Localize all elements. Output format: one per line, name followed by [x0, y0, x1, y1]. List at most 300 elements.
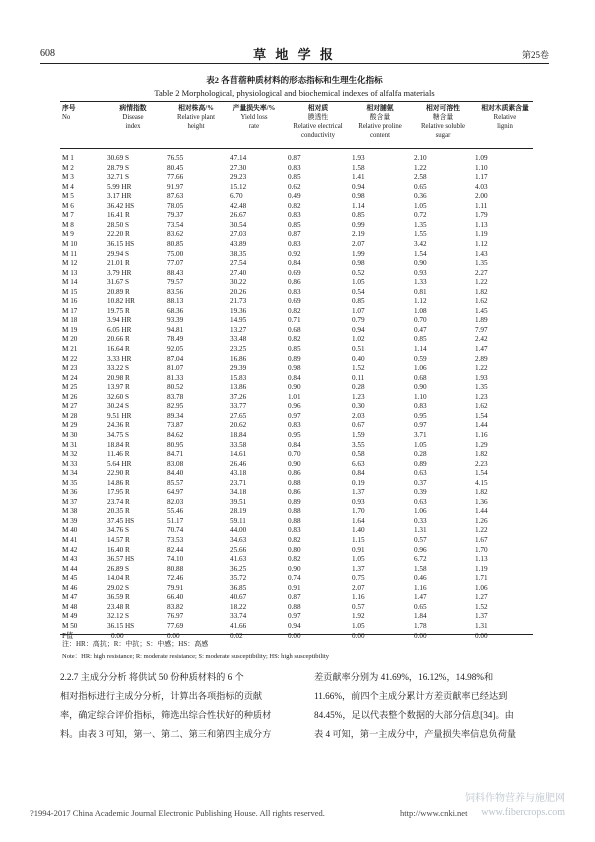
table-cell: 1.19	[475, 564, 488, 573]
table-cell: 83.82	[167, 602, 184, 611]
table-header-text: 相对株高/%	[178, 105, 214, 112]
table-cell: 0.92	[288, 249, 301, 258]
table-cell: 14.61	[230, 450, 247, 459]
table-cell: 36.15 HS	[107, 239, 135, 248]
table-cell: 1.44	[475, 421, 488, 430]
table-cell: 1.70	[352, 507, 365, 516]
table-cell: 93.39	[167, 316, 184, 325]
table-header-cell	[408, 104, 478, 140]
table-cell: 1.05	[352, 555, 365, 564]
table-header-text: sugar	[435, 132, 451, 139]
table-cell: 84.71	[167, 450, 184, 459]
table-cell: 3.79 HR	[107, 268, 132, 277]
table-cell: 31.67 S	[107, 278, 129, 287]
table-cell: 79.91	[167, 583, 184, 592]
table-cell: 3.17 HR	[107, 192, 132, 201]
table-cell: 74.10	[167, 555, 184, 564]
table-cell: 1.19	[475, 230, 488, 239]
table-cell: 32.71 S	[107, 173, 129, 182]
body-line: 率，确定综合评价指标，筛选出综合性状好的种质材	[60, 710, 272, 720]
table-cell: 1.05	[352, 621, 365, 630]
table-cell: 0.69	[288, 268, 301, 277]
table-cell: 1.52	[475, 602, 488, 611]
table-cell: 0.47	[414, 325, 427, 334]
table-cell: 1.64	[352, 516, 365, 525]
table-cell: 34.75 S	[107, 430, 129, 439]
table-cell: 1.37	[475, 612, 488, 621]
table-cell: 33.74	[230, 612, 247, 621]
table-cell: 32.60 S	[107, 392, 129, 401]
table-cell: 0.86	[288, 278, 301, 287]
table-cell: M 24	[62, 373, 78, 382]
table-cell: 28.19	[230, 507, 247, 516]
table-cell: 0.90	[288, 383, 301, 392]
table-cell: 1.26	[475, 516, 488, 525]
table-caption-cn: 表2 各苜蓿种质材料的形态指标和生理生化指标	[206, 75, 383, 85]
table-cell: 0.52	[352, 268, 365, 277]
table-cell: 1.40	[352, 526, 365, 535]
table-header-cell	[224, 104, 284, 131]
table-cell: 1.55	[414, 230, 427, 239]
table-cell: 80.95	[167, 440, 184, 449]
table-cell: M 13	[62, 268, 78, 277]
table-cell: 1.06	[475, 583, 488, 592]
table-cell: 1.22	[475, 278, 488, 287]
table-cell: 0.80	[288, 545, 301, 554]
table-cell: 1.15	[352, 536, 365, 544]
watermark-url: www.fibercrops.com	[481, 807, 565, 818]
table-cell: 44.00	[230, 526, 247, 535]
table-header-text: index	[125, 123, 141, 130]
table-cell: 73.87	[167, 421, 184, 430]
table-cell: 0.70	[414, 316, 427, 325]
table-cell: 1.71	[475, 574, 488, 583]
table-cell: 1.59	[352, 430, 365, 439]
table-header-rule	[60, 148, 533, 149]
table-header-text: 膜透性	[307, 114, 329, 121]
table-cell: 39.51	[230, 497, 247, 506]
table-cell: 37.26	[230, 392, 247, 401]
table-cell: M 6	[62, 201, 74, 210]
table-cell: 19.36	[230, 306, 247, 315]
table-cell: 22.20 R	[107, 230, 130, 239]
table-cell: M 49	[62, 612, 78, 621]
table-cell: 0.89	[288, 497, 301, 506]
table-cell: 0.00	[414, 631, 427, 640]
table-cell: 0.85	[288, 220, 301, 229]
table-cell: 0.83	[288, 211, 301, 220]
table-cell: 38.35	[230, 249, 247, 258]
table-cell: M 50	[62, 621, 78, 630]
table-cell: 77.07	[167, 259, 184, 268]
table-cell: M 4	[62, 182, 74, 191]
table-cell: 1.12	[414, 297, 427, 306]
table-cell: 1.37	[352, 488, 365, 497]
table-top-rule	[60, 101, 533, 102]
table-cell: 36.85	[230, 583, 247, 592]
table-cell: 0.54	[352, 287, 365, 296]
table-cell: 6.70	[230, 192, 243, 201]
table-cell: 0.84	[288, 440, 301, 449]
table-cell: 0.85	[352, 297, 365, 306]
table-header-text: Disease	[122, 114, 144, 121]
table-cell: 84.40	[167, 469, 184, 478]
body-column-right	[314, 668, 516, 744]
table-cell: 0.85	[288, 345, 301, 353]
table-header-text: lignin	[497, 123, 513, 130]
table-cell: 81.07	[167, 364, 184, 373]
table-cell: 5.64 HR	[107, 459, 132, 468]
table-cell: M 48	[62, 602, 78, 611]
table-cell: 33.58	[230, 440, 247, 449]
table-cell: 28.79 S	[107, 163, 129, 172]
table-cell: 14.86 R	[107, 478, 130, 487]
table-cell: 0.79	[352, 316, 365, 325]
table-cell: M 45	[62, 574, 78, 583]
table-cell: 0.57	[414, 536, 427, 544]
table-cell: 1.82	[475, 287, 488, 296]
table-cell: 0.84	[288, 373, 301, 382]
table-cell: M 23	[62, 364, 78, 373]
table-cell: 1.35	[475, 383, 488, 392]
table-cell: M 17	[62, 306, 78, 315]
table-cell: M 41	[62, 536, 78, 544]
table-cell: 0.87	[288, 593, 301, 602]
table-header-text: 产量损失率/%	[232, 105, 276, 112]
table-cell: 16.40 R	[107, 545, 130, 554]
table-cell: 0.46	[414, 574, 427, 583]
table-cell: 0.88	[288, 478, 301, 487]
table-cell: 1.47	[414, 593, 427, 602]
table-cell: 1.10	[414, 392, 427, 401]
table-cell: 80.52	[167, 383, 184, 392]
table-cell: 0.68	[414, 373, 427, 382]
table-cell: 80.88	[167, 564, 184, 573]
table-cell: 0.83	[288, 239, 301, 248]
table-cell: M 32	[62, 450, 78, 459]
table-cell: 78.05	[167, 201, 184, 210]
table-cell: 3.94 HR	[107, 316, 132, 325]
table-cell: 29.94 S	[107, 249, 129, 258]
table-cell: 1.67	[475, 536, 488, 544]
table-header-text: Relative	[493, 114, 517, 121]
table-cell: 33.48	[230, 335, 247, 344]
table-cell: 1.37	[352, 564, 365, 573]
table-cell: 1.93	[352, 154, 365, 162]
table-cell: 92.05	[167, 345, 184, 353]
table-cell: 4.03	[475, 182, 488, 191]
table-cell: 41.66	[230, 621, 247, 630]
table-cell: 2.42	[475, 335, 488, 344]
table-cell: M 15	[62, 287, 78, 296]
table-cell: 0.91	[288, 583, 301, 592]
table-cell: 30.54	[230, 220, 247, 229]
table-cell: 0.71	[288, 316, 301, 325]
table-cell: 1.01	[288, 392, 301, 401]
table-header-cell	[101, 104, 165, 131]
table-cell: 1.99	[352, 249, 365, 258]
table-cell: 9.51 HR	[107, 411, 132, 420]
table-cell: 32.12 S	[107, 612, 129, 621]
table-cell: 26.67	[230, 211, 247, 220]
table-cell: M 26	[62, 392, 78, 401]
table-cell: 83.62	[167, 230, 184, 239]
table-cell: 1.17	[475, 173, 488, 182]
table-cell: M 28	[62, 411, 78, 420]
table-cell: 3.71	[414, 430, 427, 439]
table-cell: 18.22	[230, 602, 247, 611]
table-cell: 1.13	[475, 555, 488, 564]
table-cell: 1.89	[475, 316, 488, 325]
table-cell: 1.43	[475, 249, 488, 258]
table-header-cell	[469, 104, 541, 131]
table-cell: 16.41 R	[107, 211, 130, 220]
table-header-text: Relative plant	[177, 114, 215, 121]
table-cell: 0.86	[288, 488, 301, 497]
table-cell: 1.05	[352, 278, 365, 287]
table-cell: 55.46	[167, 507, 184, 516]
table-cell: 77.66	[167, 173, 184, 182]
body-line: 差贡献率分别为 41.69%，16.12%，14.98%和	[314, 672, 494, 682]
table-cell: 91.97	[167, 182, 184, 191]
table-header-cell	[161, 104, 231, 131]
copyright-footer: ?1994-2017 China Academic Journal Electronic Publishing House. All rights reserved.	[30, 808, 325, 818]
table-cell: 0.74	[288, 574, 301, 583]
table-cell: 23.25	[230, 345, 247, 353]
table-cell: 0.19	[352, 478, 365, 487]
table-cell: 23.74 R	[107, 497, 130, 506]
table-cell: 1.22	[475, 364, 488, 373]
table-cell: 0.94	[288, 621, 301, 630]
table-cell: 82.03	[167, 497, 184, 506]
table-cell: 87.63	[167, 192, 184, 201]
table-cell: 1.07	[352, 306, 365, 315]
table-cell: M 19	[62, 325, 78, 334]
table-header-text: 相对脯氨	[366, 105, 394, 112]
table-cell: M 34	[62, 469, 78, 478]
table-cell: 20.35 R	[107, 507, 130, 516]
table-cell: M 11	[62, 249, 78, 258]
table-cell: 18.84 R	[107, 440, 130, 449]
table-cell: M 42	[62, 545, 78, 554]
table-cell: 15.12	[230, 182, 247, 191]
table-cell: 80.85	[167, 239, 184, 248]
table-cell: 1.82	[475, 450, 488, 459]
table-cell: 0.89	[288, 354, 301, 363]
table-header-cell	[282, 104, 354, 140]
table-caption-en: Table 2 Morphological, physiological and biochemical indexes of alfalfa materials	[154, 88, 435, 98]
table-cell: 0.96	[414, 545, 427, 554]
running-header	[40, 44, 549, 62]
table-cell: 0.98	[352, 192, 365, 201]
table-cell: 20.89 R	[107, 287, 130, 296]
table-cell: 1.47	[475, 345, 488, 353]
table-cell: M 47	[62, 593, 78, 602]
table-cell: 2.19	[352, 230, 365, 239]
table-cell: 0.89	[414, 459, 427, 468]
table-cell: 27.40	[230, 268, 247, 277]
table-cell: 36.42 HS	[107, 201, 135, 210]
table-cell: 1.93	[475, 373, 488, 382]
table-cell: 16.86	[230, 354, 247, 363]
table-cell: 0.62	[288, 182, 301, 191]
table-cell: 0.90	[288, 564, 301, 573]
table-cell: 16.64 R	[107, 345, 130, 353]
table-cell: 1.16	[475, 430, 488, 439]
table-header-text: No	[62, 114, 71, 121]
table-cell: 83.08	[167, 459, 184, 468]
table-cell: 26.89 S	[107, 564, 129, 573]
table-cell: 1.58	[352, 163, 365, 172]
table-cell: 77.69	[167, 621, 184, 630]
table-cell: 14.95	[230, 316, 247, 325]
table-cell: M 36	[62, 488, 78, 497]
table-cell: 1.22	[475, 526, 488, 535]
table-cell: 29.02 S	[107, 583, 129, 592]
table-cell: 0.97	[288, 411, 301, 420]
table-cell: 27.54	[230, 259, 247, 268]
table-cell: 1.58	[414, 564, 427, 573]
table-cell: 22.90 R	[107, 469, 130, 478]
table-cell: M 33	[62, 459, 78, 468]
table-cell: 1.35	[475, 259, 488, 268]
table-cell: 0.90	[288, 459, 301, 468]
table-cell: 1.27	[475, 593, 488, 602]
table-cell: 0.82	[288, 335, 301, 344]
table-cell: 76.97	[167, 612, 184, 621]
table-header-text: 序号	[62, 105, 76, 112]
table-cell: M 31	[62, 440, 78, 449]
table-cell: 36.59 R	[107, 593, 130, 602]
table-cell: 0.63	[414, 469, 427, 478]
table-cell: M 44	[62, 564, 78, 573]
table-cell: 0.83	[288, 526, 301, 535]
table-cell: 0.82	[288, 306, 301, 315]
table-cell: 0.87	[288, 230, 301, 239]
table-cell: 2.03	[352, 411, 365, 420]
table-cell: 24.36 R	[107, 421, 130, 430]
table-cell: 51.17	[167, 516, 184, 525]
table-cell: 1.14	[352, 201, 365, 210]
table-cell: 30.24 S	[107, 402, 129, 411]
table-cell: 0.94	[352, 325, 365, 334]
table-cell: 1.06	[414, 507, 427, 516]
table-cell: 0.98	[352, 259, 365, 268]
table-cell: 83.56	[167, 287, 184, 296]
table-cell: 13.86	[230, 383, 247, 392]
table-cell: 0.00	[288, 631, 301, 640]
table-cell: 1.70	[475, 545, 488, 554]
table-cell: 0.83	[288, 163, 301, 172]
table-cell: 0.88	[288, 516, 301, 525]
table-cell: 0.75	[352, 574, 365, 583]
table-cell: 88.13	[167, 297, 184, 306]
table-cell: 0.90	[414, 259, 427, 268]
table-cell: M 12	[62, 259, 78, 268]
table-cell: 82.95	[167, 402, 184, 411]
table-cell: M 21	[62, 345, 78, 353]
table-cell: 1.02	[352, 335, 365, 344]
body-line: 11.66%，前四个主成分累计方差贡献率已经达到	[314, 691, 508, 701]
table-cell: 0.63	[414, 497, 427, 506]
table-cell: M 10	[62, 239, 78, 248]
table-cell: 20.98 R	[107, 373, 130, 382]
table-cell: 70.74	[167, 526, 184, 535]
table-cell: 89.34	[167, 411, 184, 420]
table-cell: 0.85	[288, 173, 301, 182]
table-cell: 0.88	[288, 507, 301, 516]
table-cell: 0.82	[288, 536, 301, 544]
table-cell: M 25	[62, 383, 78, 392]
table-note-cn: 注：HR：高抗；R：中抗；S：中感；HS：高感	[62, 640, 209, 648]
table-cell: 0.00	[167, 631, 180, 640]
table-cell: M 30	[62, 430, 78, 439]
table-cell: 1.23	[475, 392, 488, 401]
table-cell: 85.57	[167, 478, 184, 487]
table-cell: 0.65	[414, 182, 427, 191]
header-rule	[40, 63, 549, 64]
table-cell: 0.96	[288, 402, 301, 411]
table-cell: M 3	[62, 173, 74, 182]
table-cell: M 22	[62, 354, 78, 363]
table-cell: 1.12	[475, 239, 488, 248]
table-cell: P值	[62, 631, 74, 640]
table-cell: 1.41	[352, 173, 365, 182]
table-cell: 78.49	[167, 335, 184, 344]
watermark	[465, 792, 565, 820]
table-cell: 0.11	[352, 373, 365, 382]
table-cell: 2.58	[414, 173, 427, 182]
table-cell: 0.85	[352, 211, 365, 220]
table-cell: 84.62	[167, 430, 184, 439]
table-cell: 0.87	[288, 154, 301, 162]
table-cell: 0.93	[352, 497, 365, 506]
table-cell: 36.15 HS	[107, 621, 135, 630]
table-cell: 34.18	[230, 488, 247, 497]
watermark-cn: 饲料作物营养与施肥网	[465, 793, 565, 804]
table-cell: 0.02	[230, 631, 243, 640]
table-cell: 30.22	[230, 278, 247, 287]
table-cell: 15.83	[230, 373, 247, 382]
table-cell: 1.22	[414, 163, 427, 172]
table-cell: 1.62	[475, 297, 488, 306]
table-cell: 0.90	[414, 383, 427, 392]
table-bottom-rule	[60, 634, 533, 635]
table-header-text: 相对木质素含量	[481, 105, 529, 112]
table-cell: 2.10	[414, 154, 427, 162]
table-cell: 1.35	[414, 220, 427, 229]
table-cell: 1.92	[352, 612, 365, 621]
table-cell: 82.44	[167, 545, 184, 554]
table-header-text: content	[369, 132, 390, 139]
table-cell: 1.78	[414, 621, 427, 630]
page-number: 608	[40, 48, 55, 59]
table-cell: 76.55	[167, 154, 184, 162]
table-cell: 1.45	[475, 306, 488, 315]
body-column-left	[60, 668, 271, 744]
table-cell: M 37	[62, 497, 78, 506]
table-cell: 14.04 R	[107, 574, 130, 583]
table-cell: 1.33	[414, 278, 427, 287]
table-cell: 0.65	[414, 602, 427, 611]
table-cell: 79.37	[167, 211, 184, 220]
table-cell: 0.40	[352, 354, 365, 363]
table-cell: 0.93	[414, 268, 427, 277]
table-cell: 73.53	[167, 536, 184, 544]
body-line: 2.2.7 主成分分析 将供试 50 份种质材料的 6 个	[60, 672, 244, 682]
table-cell: 1.14	[414, 345, 427, 353]
table-cell: 23.48 R	[107, 602, 130, 611]
